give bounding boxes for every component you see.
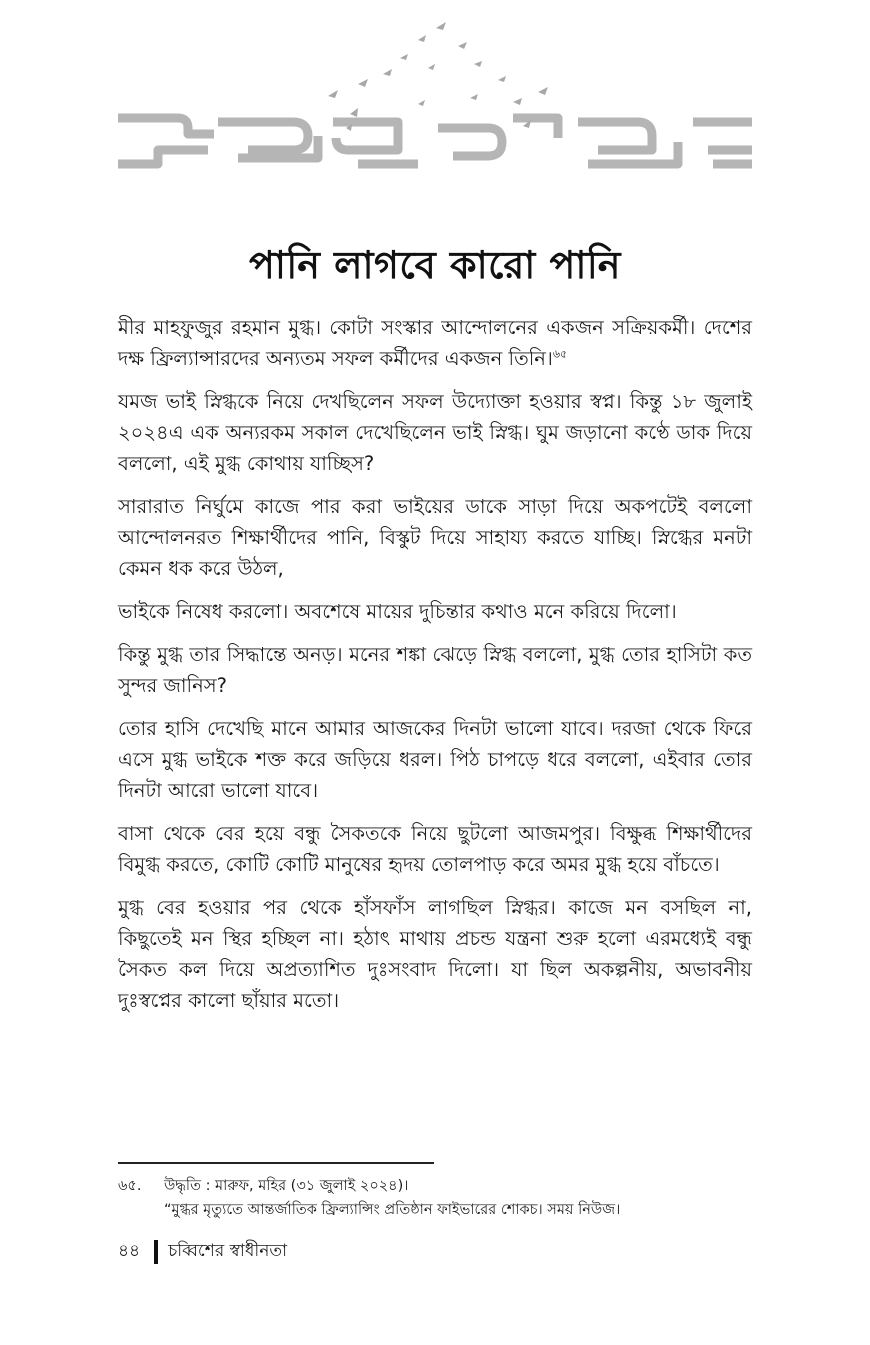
footnote-divider [118,1162,434,1164]
page-number: ৪৪ [118,1241,141,1261]
paragraph: ভাইকে নিষেধ করলো। অবশেষে মায়ের দুচিন্তার কথাও মনে করিয়ে দিলো। [118,600,677,623]
paragraph: বাসা থেকে বের হয়ে বন্ধু সৈকতকে নিয়ে ছুটলো আজমপুর। বিক্ষুব্ধ শিক্ষার্থীদের বিমুগ্ধ করতে, কোটি কোটি মানুষের হৃদয় তোলপাড় করে অমর মুগ্ধ হয়ে বাঁচতে। [118,822,752,876]
broken-chain-with-birds-icon [118,18,752,178]
paragraph: সারারাত নির্ঘুমে কাজে পার করা ভাইয়ের ডাকে সাড়া দিয়ে অকপটেই বললো আন্দোলনরত শিক্ষার্থীদের পানি, বিস্কুট দিয়ে সাহায্য করতে যাচ্ছি। স্নিগ্ধের মনটা কেমন ধক করে উঠল, [118,495,752,580]
page-footer [118,1240,287,1264]
paragraph: যমজ ভাই স্নিগ্ধকে নিয়ে দেখছিলেন সফল উদ্যোক্তা হওয়ার স্বপ্ন। কিন্তু ১৮ জুলাই ২০২৪এ এক অন্যরকম সকাল দেখেছিলেন ভাই স্নিগ্ধ। ঘুম জড়ানো কণ্ঠে ডাক দিয়ে বললো, এই মুগ্ধ কোথায় যাচ্ছিস? [118,390,752,475]
footnote-ref[interactable]: ৬৫ [552,347,568,361]
chapter-body [118,312,752,1028]
paragraph: তোর হাসি দেখেছি মানে আমার আজকের দিনটা ভালো যাবে। দরজা থেকে ফিরে এসে মুগ্ধ ভাইকে শক্ত করে জড়িয়ে ধরল। পিঠ চাপড়ে ধরে বললো, এইবার তোর দিনটা আরো ভালো যাবে। [118,717,752,802]
paragraph: কিন্তু মুগ্ধ তার সিদ্ধান্তে অনড়। মনের শঙ্কা ঝেড়ে স্নিগ্ধ বললো, মুগ্ধ তোর হাসিটা কত সুন্দর জানিস? [118,643,752,697]
footnote-source: “মুগ্ধর মৃত্যুতে আন্তর্জাতিক ফ্রিল্যান্সিং প্রতিষ্ঠান ফাইভারের শোকচ। সময় নিউজ। [164,1202,621,1218]
chain-icon [118,118,752,164]
book-title: চব্বিশের স্বাধীনতা [168,1241,288,1261]
footnote-citation: উদ্ধৃতি : মারুফ, মহির (৩১ জুলাই ২০২৪)। [164,1178,409,1194]
footer-divider [154,1240,158,1264]
paragraph-text: মীর মাহফুজুর রহমান মুগ্ধ। কোটা সংস্কার আন্দোলনের একজন সক্রিয়কর্মী। দেশের দক্ষ ফ্রিল্যান্সারদের অন্যতম সফল কর্মীদের একজন তিনি। [118,316,752,370]
paragraph: মুগ্ধ বের হওয়ার পর থেকে হাঁসফাঁস লাগছিল স্নিগ্ধর। কাজে মন বসছিল না, কিছুতেই মন স্থির হচ্ছিল না। হঠাৎ মাথায় প্রচন্ড যন্ত্রনা শুরু হলো এরমধ্যেই বন্ধু সৈকত কল দিয়ে অপ্রত্যাশিত দুঃসংবাদ দিলো। যা ছিল অকল্পনীয়, অভাবনীয় দুঃস্বপ্নের কালো ছাঁয়ার মতো। [118,896,752,1012]
chapter-title: পানি লাগবে কারো পানি [249,243,621,287]
paragraph [118,312,752,374]
footnote-number: ৬৫. [118,1178,142,1194]
footnote [118,1174,752,1222]
